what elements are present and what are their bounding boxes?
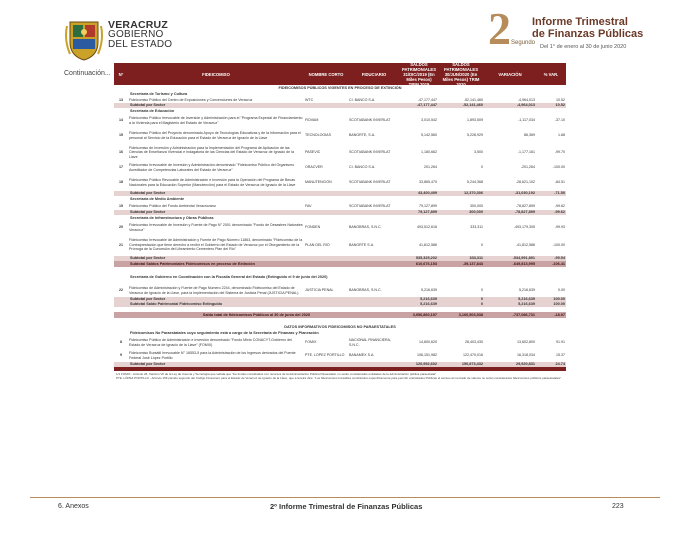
row-pct: -99.70 [554,150,565,155]
table-row [114,144,566,161]
col-fiduciario: FIDUCIARIO [361,71,387,77]
row-balance-2020: 122,470,016 [463,353,483,358]
row-balance-2020: 5,244,368 [467,180,483,185]
subtotal-variation: -4,964,013 [516,103,535,107]
government-name [108,20,172,50]
row-variation: -41,812,586 [515,242,535,247]
row-variation: -28,621,102 [515,180,535,185]
row-short: FONDEN [305,225,321,230]
sector-title: Secretaría de Educación [130,109,175,113]
subtotal-pct: 100.00 [553,302,565,306]
row-fiduciario: NACIONAL FINANCIERA, S.N.C. [349,338,391,347]
row-balance-2019: 1,180,662 [421,150,437,155]
page-number: 223 [612,503,624,510]
total-pct: -106.41 [552,262,565,266]
row-pct: 15.37 [556,353,565,358]
subtotal-2020: 0 [480,302,483,306]
footer-rule [30,497,660,498]
row-balance-2020: 5,228,929 [467,133,483,138]
row-fiduciario: SCOTIABANK INVERLAT [349,180,391,185]
row-balance-2020: 0 [481,288,483,293]
col-variation: VARIACIÓN [498,71,522,77]
subtotal-2020: 0 [480,297,483,301]
report-title-line-2: de Finanzas Públicas [532,28,644,40]
row-short: FOMIX [305,340,317,345]
grand-total-label: Saldo total de fideicomisos Públicos al 30 de junio del 2020 [202,313,311,317]
row-number: 8 [120,340,122,345]
table-row [114,114,566,127]
row-balance-2020: 300,000 [470,203,483,208]
gov-line-1: VERACRUZ [108,19,168,31]
subtotal-2019: 43,400,499 [417,191,437,195]
row-variation: -1,177,161 [517,150,535,155]
col-balance-2019: SALDOS PATRIMONIALES 31/DIC/2019 (En Miles Pesos) TRIM 2019 [401,61,437,87]
row-number: 14 [119,118,123,123]
footer-title: 2º Informe Trimestral de Finanzas Públicas [270,502,423,511]
table-row [114,221,566,234]
row-short: TECNOLOGÍAS [305,133,331,138]
row-fiduciario: BANORTE, S.A. [349,133,376,138]
total-variation: -649,813,995 [512,262,535,266]
row-name: Fideicomiso Público de Administración e Inversión denominado "Fondo Mixto CONACYT-Gobierno del Estado de Veracruz de Ignacio de la Llave" (FOMIX) [129,338,292,347]
subtotal-2020: 300,000 [469,210,483,214]
row-name: Fideicomiso Bursátil Irrevocable N° 16553-5 para la Administración de los Ingresos derivados del Puente Federal José López Portillo [129,351,296,360]
col-number: N° [118,71,124,77]
row-variation: -78,827,899 [515,203,535,208]
subtotal-2019: 5,216,639 [420,302,437,306]
row-number: 19 [119,203,123,208]
row-number: 21 [119,242,123,247]
row-variation: 86,369 [524,133,535,138]
row-name: Fideicomiso Irrevocable de Administración y Fuente de Pago Número 11863, denominado "Fideicomiso de la Contraprestación que tiene derecho a recibir el Gobierno del Estado de Veracruz por el Otorgamiento de la Prórroga de la Concesión del Libramiento Cementero Plan del Río" [129,238,303,252]
row-pct: -100.00 [552,165,565,170]
row-pct: 10.52 [556,97,565,102]
row-balance-2019: 201,264 [424,165,437,170]
extinction-total [114,261,566,267]
subtotal-variation: -78,827,899 [514,210,535,214]
row-balance-2019: 41,812,586 [419,242,437,247]
table-row [114,234,566,256]
note-lopez-portillo: PTE. LÓPEZ PORTILLO - Artículo 159 párrafo segundo del Código Financiero para el Estado de Veracruz de Ignacio de la Llave, que a la letra dice: "Los fideicomisos bursátiles constituidos específicamente para permitir a Entidades Públicas el acceso al mercado de valores no serán considerados fideicomisos públicos paraestatales". [116,375,562,380]
row-balance-2020: 3,500 [474,150,483,155]
row-name: Fideicomiso Público Irrevocable de Inversión y Administración para el "Programa Especial de Financiamiento a la Vivienda para el Magisterio del Estado de Veracruz" [129,116,303,125]
report-number-word: Segundo [511,40,536,46]
subtotal-2019: 79,127,899 [417,210,437,214]
subtotal-pct: 24.74 [555,362,565,366]
subtotal-label: Subtotal por Sector [130,191,166,195]
row-short: JUSTICIA PENAL [305,288,334,293]
grand-total-pct: -18.97 [554,313,565,317]
table-row [114,127,566,144]
veracruz-coat-of-arms-icon [64,16,104,62]
row-variation: 5,216,639 [519,288,535,293]
row-number: 9 [120,353,122,358]
row-pct: -99.93 [554,225,565,230]
row-balance-2019: 79,127,899 [419,203,437,208]
sector-title: Secretaría de Medio Ambiente [130,197,185,201]
table-row [114,161,566,174]
subtotal-label: Subtotal por Sector [130,256,166,260]
row-variation: -4,964,013 [517,97,535,102]
row-fiduciario: CI. BANCO S.A. [349,165,376,170]
row-balance-2019: 33,865,470 [419,180,437,185]
subtotal-variation: 5,216,639 [518,297,535,301]
row-balance-2020: 0 [481,165,483,170]
row-balance-2019: 493,512,616 [417,225,437,230]
subtotal-2019: 5,216,639 [420,297,437,301]
extinguished-subtotal [114,302,566,307]
total-label: Subtotal Saldos Patrimoniales Fideicomisos en proceso de Extinción [130,262,255,266]
row-pct: -37.10 [554,118,565,123]
subtotal-pct: -71.50 [554,191,565,195]
subtotal-label: Subtotal Saldo Patrimonial Fideicomiso Extinguido [130,302,223,306]
grand-total [114,312,566,318]
footer-section: 6. Anexos [58,503,89,510]
subtotal-2020: 12,370,306 [463,191,483,195]
row-pct: -84.51 [554,180,565,185]
row-variation: -1,117,034 [518,118,535,123]
row-variation: -493,179,305 [513,225,535,230]
row-balance-2020: 1,893,509 [467,118,483,123]
subtotal-pct: -99.62 [554,210,565,214]
table-row [114,284,566,297]
row-fiduciario: SCOTIABANK INVERLAT [349,203,391,208]
row-name: Fideicomiso Público del Centro de Exposiciones y Convenciones de Veracruz [129,97,253,102]
sector-title: Secretaría de Gobierno en Coordinación con la Fiscalía General del Estado (Extinguido el 9 de junio del 2020) [130,275,328,279]
row-number: 22 [119,288,123,293]
row-fiduciario: BANOBRAS, S.N.C. [349,225,382,230]
row-fiduciario: BANAMEX S.A. [349,353,375,358]
row-balance-2019: 14,800,620 [419,340,437,345]
row-short: PLAN DEL RÍO [305,242,330,247]
table-header [114,63,566,85]
row-name: Fideicomiso Irrevocable de Inversión y Administración denominado "Fideicomiso Público del Organismo Acreditador de Competencias Laborales del Estado de Veracruz" [129,163,295,172]
row-pct: 91.91 [556,340,565,345]
grand-total-2020: 3,160,503,538 [458,313,483,317]
subtotal-pct: 10.52 [555,103,565,107]
subtotal-2020: -52,141,460 [462,103,483,107]
subtotal-label: Subtotal por Sector [130,297,166,301]
row-short: PTE. LÓPEZ PORTILLO [305,353,345,358]
col-fideicomiso: FIDEICOMISO [202,71,230,77]
grand-total-variation: -737,086,731 [512,313,535,317]
gov-line-2: GOBIERNO [108,29,164,40]
row-short: FAV [305,203,312,208]
subtotal-label: Subtotal por Sector [130,210,166,214]
sector-subtotal [114,362,566,367]
subtotal-2019: -47,177,447 [416,103,437,107]
block-title: FIDEICOMISOS PÚBLICOS VIGENTES EN PROCESO DE EXTINCIÓN [278,86,402,90]
row-balance-2019: 5,142,560 [421,133,437,138]
row-balance-2020: 0 [481,242,483,247]
row-balance-2019: 3,010,542 [421,118,437,123]
row-number: 16 [119,150,123,155]
sector-title: Secretaría de Infraestructura y Obras Públicas [130,216,214,220]
row-number: 18 [119,180,123,185]
row-number: 15 [119,133,123,138]
row-balance-2020: -52,141,460 [463,97,483,102]
col-balance-2020: SALDOS PATRIMONIALES 30/JUN/2020 (En Miles Pesos) TRIM 2020 [442,61,480,87]
continuation-label: Continuación... [64,70,111,77]
row-pct: -99.62 [554,203,565,208]
row-name: Fideicomiso Irrevocable de Inversión y Fuente de Pago N° 2001 denominado "Fondo de Desastres Naturales Veracruz" [129,223,303,232]
info-section-title: Fideicomisos No Paraestatales cuyo seguimiento está a cargo de la Secretaría de Finanzas y Planeación [130,331,319,335]
subtotal-2019: 535,325,202 [415,256,437,260]
subtotal-label: Subtotal por Sector [130,362,166,366]
total-2019: 610,676,153 [415,262,437,266]
table-row [114,174,566,191]
report-period: Del 1° de enero al 30 de junio 2020 [540,44,627,50]
row-pct: 1.68 [558,133,565,138]
row-variation: -201,264 [520,165,535,170]
row-number: 20 [119,225,123,230]
grand-total-2019: 3,956,860,157 [412,313,437,317]
row-short: WTC [305,97,314,102]
gov-line-3: DEL ESTADO [108,39,173,50]
table-row [114,202,566,210]
row-short: FIDVAM [305,118,319,123]
subtotal-variation: 5,216,639 [518,302,535,306]
subtotal-2020: 150,873,432 [461,362,483,366]
subtotal-variation: -534,991,891 [512,256,535,260]
total-2020: -39,137,843 [462,262,483,266]
sector-subtotal [114,103,566,108]
row-fiduciario: BANORTE S.A. [349,242,375,247]
row-name: Fideicomiso Público del Fondo Ambiental Veracruzano [129,203,216,208]
row-number: 13 [119,97,123,102]
col-pct-variation: % VAR. [543,71,559,77]
row-name: Fideicomiso Público Revocable de Administración e Inversión para la Operación del Programa de Becas Nacionales para la Educación Superior (Manutención) para el Estado de Veracruz de Ignacio de la Llave [129,178,296,187]
subtotal-pct: -99.94 [554,256,565,260]
row-balance-2020: 333,311 [470,225,483,230]
row-variation: 16,318,034 [517,353,535,358]
row-fiduciario: CI. BANCO S.A. [349,97,376,102]
report-title-line-1: Informe Trimestral [532,16,628,28]
subtotal-label: Subtotal por Sector [130,103,166,107]
row-name: Fideicomiso de Inversión y Administración para la Implementación del Programa de Aplicación de las Ciencias de Enseñanza Vivencial e Indagatoria de las Ciencias del Estado de Veracruz de Ignacio de la Llave [129,145,294,159]
table-notes [114,371,566,380]
row-short: ORACVER [305,165,323,170]
report-title [532,16,643,40]
row-name: Fideicomiso de Administración y Fuente de Pago Número 2244, denominado Fideicomiso del Estado de Veracruz de Ignacio de la Llave, para la Implementación del Sistema de Justicia Penal (JUSTICIA PENAL) [129,286,299,295]
row-balance-2019: 5,216,639 [421,288,437,293]
subtotal-2019: 120,952,602 [415,362,437,366]
row-fiduciario: BANOBRAS, S.N.C. [349,288,382,293]
subtotal-pct: 100.00 [553,297,565,301]
row-short: MANUTENCIÓN [305,180,332,185]
row-name: Fideicomiso Público del Proyecto denominado Apoyo de Tecnologías Educativas y de la Información para el personal al Servicio de la Educación para el Estado de Veracruz de Ignacio de la Llave [129,131,301,140]
row-variation: 13,602,800 [517,340,535,345]
row-pct: 0.00 [558,288,565,293]
subtotal-variation: -31,030,192 [514,191,535,195]
note-fomix: 1/1 FOMIX - Artículo 26, fracción VII de la Ley de Ciencia y Tecnología que señala que "los fondos constituidos con recursos de la Administración Pública Paraestatal, no serán considerados entidades de la administración pública paraestatal". [116,372,437,376]
report-number: 2 [488,3,511,54]
table-row [114,336,566,349]
row-number: 17 [119,165,123,170]
row-fiduciario: SCOTIABANK INVERLAT [349,118,391,123]
subtotal-2020: 333,311 [469,256,483,260]
sector-title: Secretaría de Turismo y Cultura [130,92,188,96]
row-fiduciario: SCOTIABANK INVERLAT [349,150,391,155]
row-balance-2020: 28,403,430 [465,340,483,345]
row-balance-2019: 106,151,982 [417,353,437,358]
row-balance-2019: -47,177,447 [417,97,437,102]
table-row [114,349,566,362]
row-pct: -100.00 [552,242,565,247]
row-short: PASEVIC [305,150,321,155]
info-block-title: DATOS INFORMATIVOS FIDEICOMISOS NO PARAESTATALES [284,325,396,329]
col-short-name: NOMBRE CORTO [308,71,344,77]
fideicomisos-table [114,63,566,380]
subtotal-variation: 29,920,831 [515,362,535,366]
